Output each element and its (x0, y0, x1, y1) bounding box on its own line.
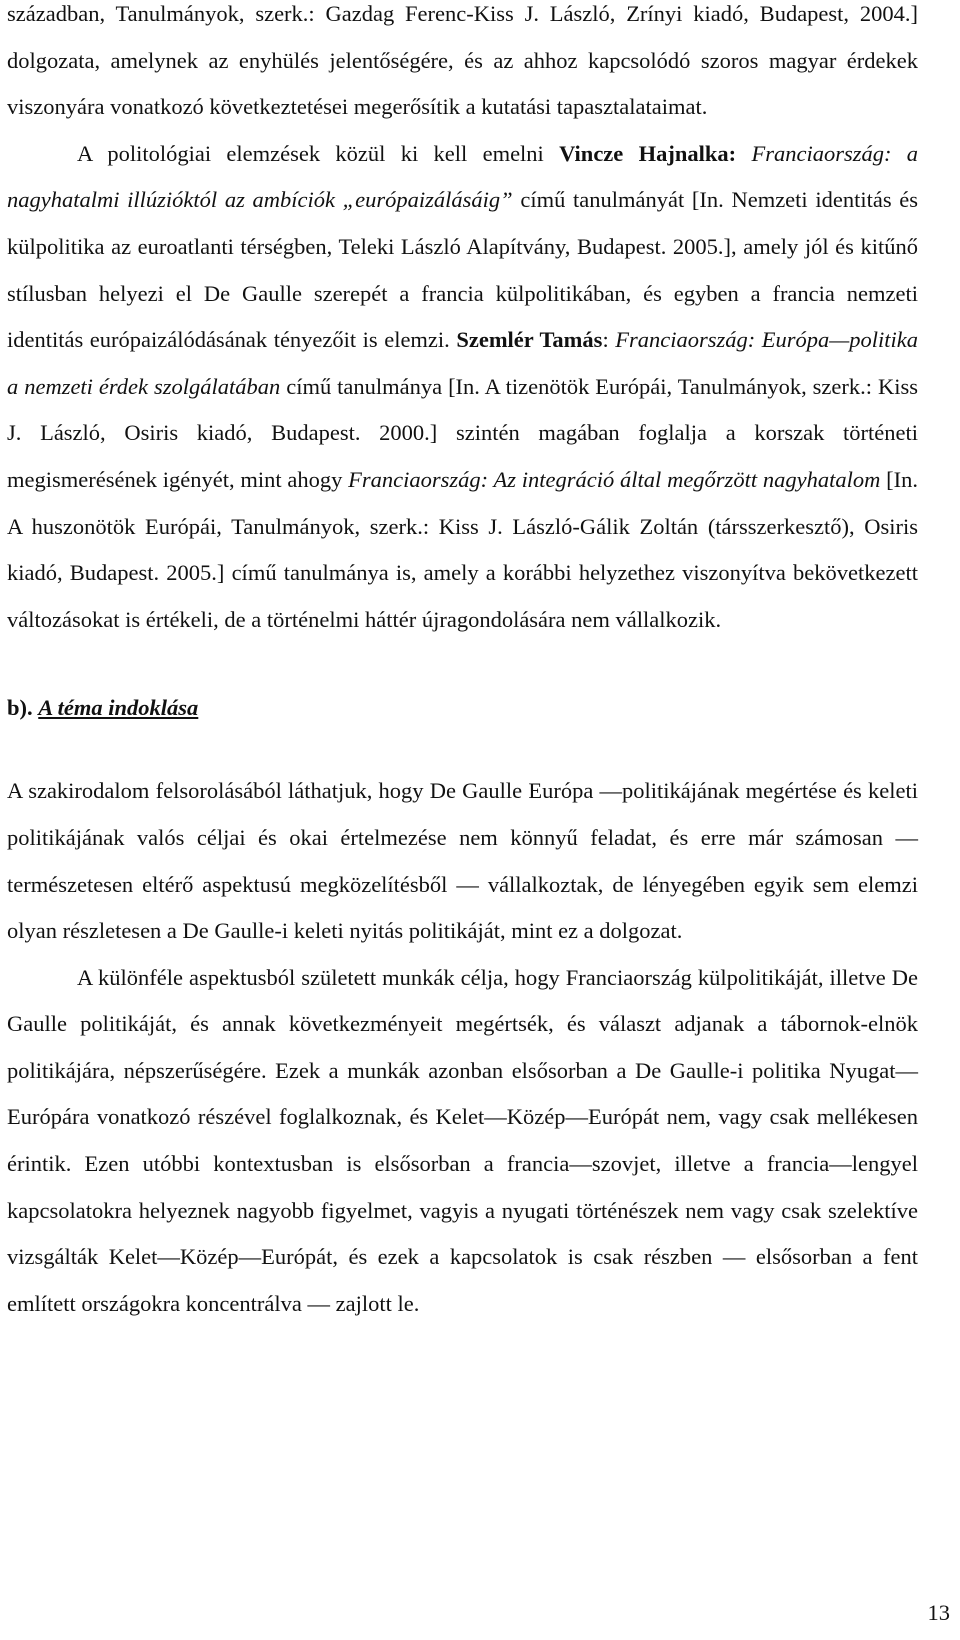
document-page (7, 0, 918, 1327)
section-heading (7, 693, 918, 723)
section-heading-prefix: b). (7, 695, 39, 721)
author-name: Vincze Hajnalka: (559, 140, 737, 166)
author-name: Szemlér Tamás (456, 327, 603, 353)
text-run: : (602, 327, 616, 353)
paragraph-political-analyses (7, 131, 918, 644)
work-title: Franciaország: a nagyhatalmi illúzióktól az ambíciók „európaizálásáig” (7, 140, 919, 213)
work-title: Franciaország: Európa—politika a nemzeti érdek szolgálatában (7, 327, 918, 399)
paragraph-various-aspects: A különféle aspektusból született munkák célja, hogy Franciaország külpolitikáját, illetve De Gaulle politikáját, és annak következményeit megértsék, és választ adjanak a tábornok-elnök politikájára, népszerűségére. Ezek a munkák azonban elsősorban a De Gaulle-i politika Nyugat—Európára vonatkozó részével foglalkoznak, és Kelet—Közép—Európát nem, vagy csak mellékesen érintik. Ezen utóbbi kontextusban is elsősorban a francia—szovjet, illetve a francia—lengyel kapcsolatokra helyeznek nagyobb figyelmet, vagyis a nyugati történészek nem vagy csak szelektíve vizsgálták Kelet—Közép—Európát, és ezek a kapcsolatok is csak részben — elsősorban a fent említett országokra koncentrálva — zajlott le. (7, 964, 918, 1316)
text-run (736, 141, 751, 166)
work-title: Franciaország: Az integráció által megőrzött nagyhatalom (348, 466, 881, 492)
text-run: című tanulmánya [In. A tizenötök Európái, Tanulmányok, szerk.: Kiss J. László, Osiris kiadó, Budapest. 2000.] szintén magában foglalja a korszak történeti megismerésének igényét, mint ahogy (7, 373, 918, 492)
page-number: 13 (927, 1600, 950, 1625)
text-run: című tanulmányát [In. Nemzeti identitás és külpolitika az euroatlanti térségben, Teleki László Alapítvány, Budapest. 2005.], amely jól és kitűnő stílusban helyezi el De Gaulle szerepét a francia külpolitikában, és egyben a francia nemzeti identitás európaizálódásának tényezőit is elemzi. (7, 187, 918, 353)
paragraph-literature-summary: A szakirodalom felsorolásából láthatjuk, hogy De Gaulle Európa —politikájának megértése és keleti politikájának valós céljai és okai értelmezése nem könnyű feladat, és erre már számosan — természetesen eltérő aspektusú megközelítésből — vállalkoztak, de lényegében egyik sem elemzi olyan részletesen a De Gaulle-i keleti nyitás politikáját, mint ez a dolgozat. (7, 778, 918, 944)
text-run: A politológiai elemzések közül ki kell emelni (77, 140, 560, 166)
paragraph-continuation: században, Tanulmányok, szerk.: Gazdag Ferenc-Kiss J. László, Zrínyi kiadó, Budapest, 2004.] dolgozata, amelynek az enyhülés jelentőségére, és az ahhoz kapcsolódó szoros magyar érdekek viszonyára vonatkozó következtetései megerősítik a kutatási tapasztalataimat. (7, 1, 918, 120)
text-run: [In. A huszonötök Európái, Tanulmányok, szerk.: Kiss J. László-Gálik Zoltán (társszerkesztő), Osiris kiadó, Budapest. 2005.] című tanulmánya is, amely a korábbi helyzethez viszonyítva bekövetkezett változásokat is értékeli, de a történelmi háttér újragondolására nem vállalkozik. (7, 466, 918, 632)
section-heading-title: A téma indoklása (38, 695, 199, 721)
